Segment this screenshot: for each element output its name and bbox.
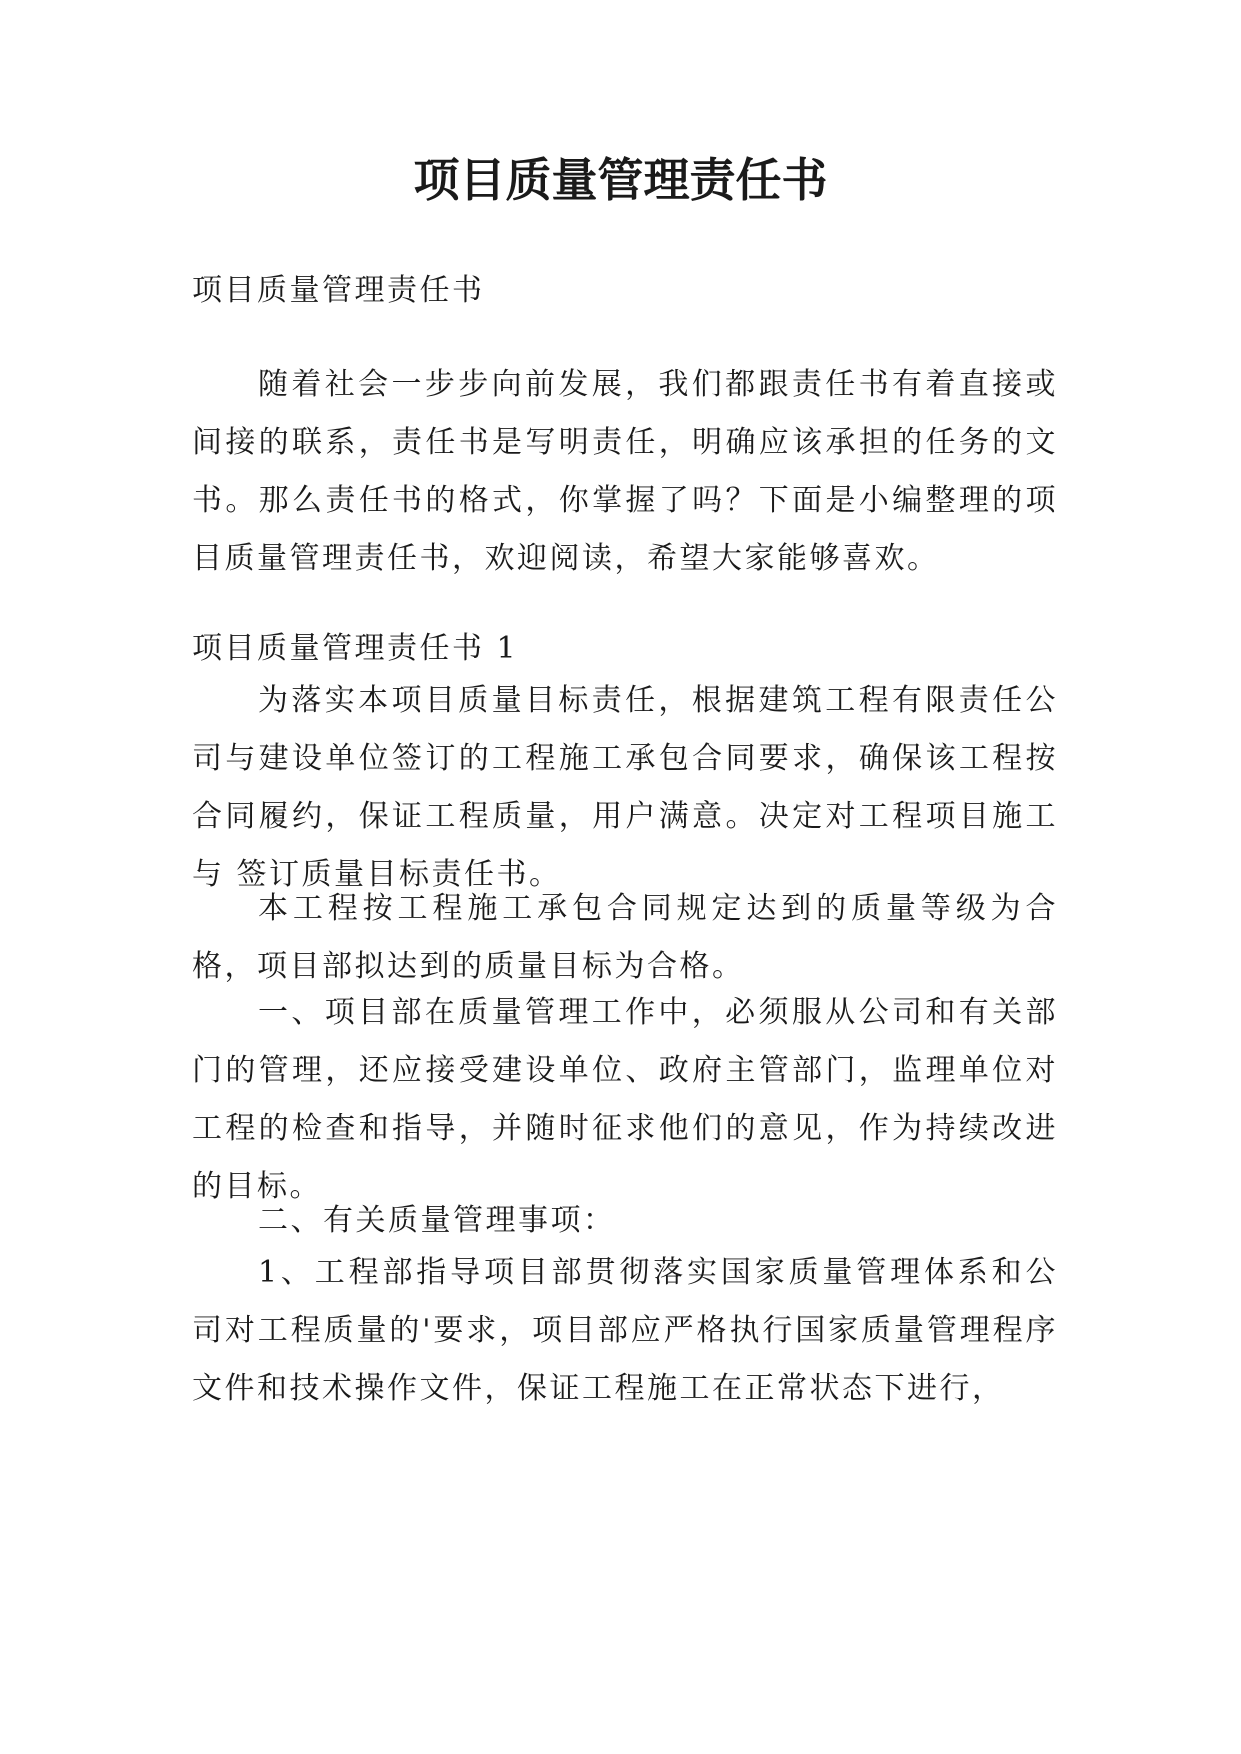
paragraph-subitem-one: 1、工程部指导项目部贯彻落实国家质量管理体系和公司对工程质量的'要求，项目部应严格执行国家质量管理程序文件和技术操作文件，保证工程施工在正常状态下进行， (192, 1255, 1058, 1406)
section-heading: 项目质量管理责任书 1 (192, 631, 519, 666)
document-title: 项目质量管理责任书 (413, 153, 828, 207)
paragraph-item-one: 一、项目部在质量管理工作中，必须服从公司和有关部门的管理，还应接受建设单位、政府主管部门，监理单位对工程的检查和指导，并随时征求他们的意见，作为持续改进的目标。 (192, 995, 1058, 1204)
intro-paragraph: 随着社会一步步向前发展，我们都跟责任书有着直接或间接的联系，责任书是写明责任，明确应该承担的任务的文书。那么责任书的格式，你掌握了吗？下面是小编整理的项目质量管理责任书，欢迎阅读，希望大家能够喜欢。 (192, 367, 1058, 576)
paragraph-item-two: 二、有关质量管理事项： (258, 1203, 616, 1238)
document-subtitle: 项目质量管理责任书 (192, 273, 485, 308)
paragraph-goal: 为落实本项目质量目标责任，根据建筑工程有限责任公司与建设单位签订的工程施工承包合同要求，确保该工程按合同履约，保证工程质量，用户满意。决定对工程项目施工与 签订质量目标责任书。 (192, 683, 1058, 892)
paragraph-quality-level: 本工程按工程施工承包合同规定达到的质量等级为合格，项目部拟达到的质量目标为合格。 (192, 891, 1058, 984)
